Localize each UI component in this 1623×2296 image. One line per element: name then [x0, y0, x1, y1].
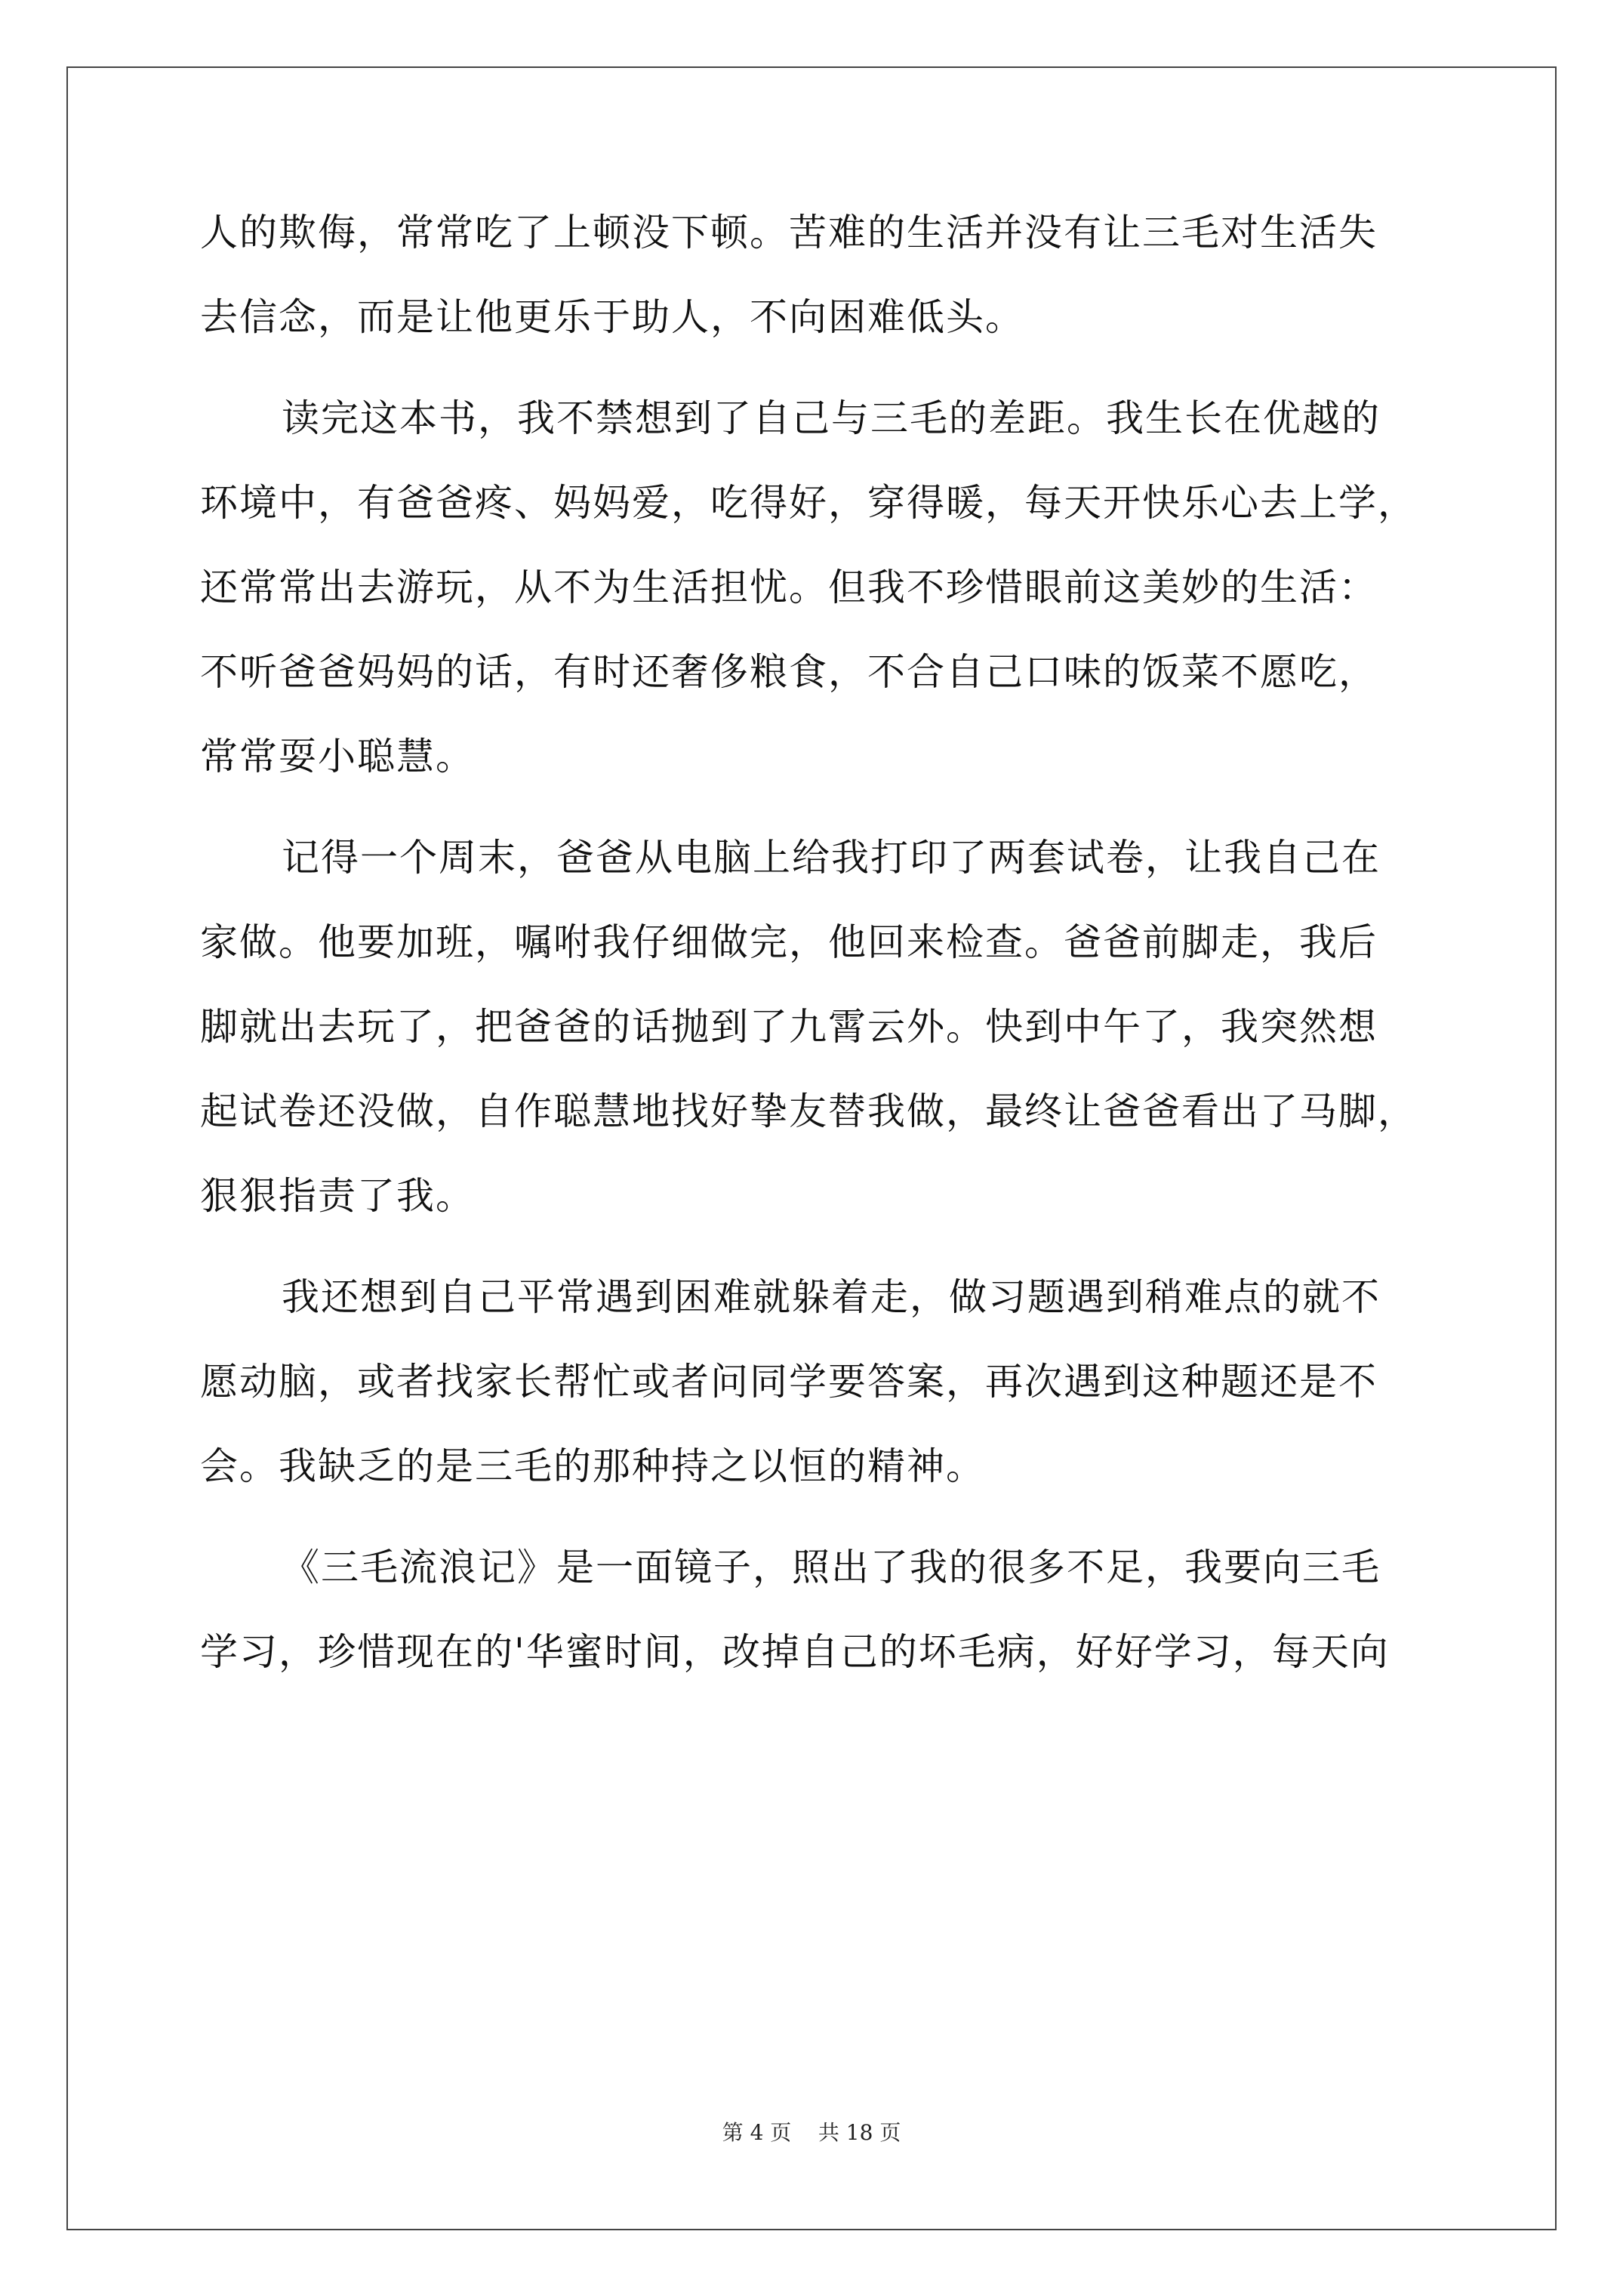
page-number: 第 4 页 共 18 页: [722, 2120, 901, 2145]
text-line: 起试卷还没做，自作聪慧地找好挚友替我做，最终让爸爸看出了马脚，: [200, 1089, 1417, 1133]
text-line: 脚就出去玩了，把爸爸的话抛到了九霄云外。快到中午了，我突然想: [200, 1005, 1378, 1049]
text-line: 去信念，而是让他更乐于助人，不向困难低头。: [200, 295, 1024, 339]
paragraph-start-line: 读完这本书，我不禁想到了自己与三毛的差距。我生长在优越的: [282, 396, 1381, 440]
page-footer: [0, 2120, 1623, 2146]
text-line: 愿动脑，或者找家长帮忙或者问同学要答案，再次遇到这种题还是不: [200, 1360, 1378, 1404]
text-line: 不听爸爸妈妈的话，有时还奢侈粮食，不合自己口味的饭菜不愿吃，: [200, 650, 1378, 694]
paragraph-start-line: 记得一个周末，爸爸从电脑上给我打印了两套试卷，让我自己在: [282, 836, 1381, 880]
text-line: 还常常出去游玩，从不为生活担忧。但我不珍惜眼前这美妙的生活：: [200, 566, 1378, 609]
text-line: 狠狠指责了我。: [200, 1174, 475, 1218]
text-line: 家做。他要加班，嘱咐我仔细做完，他回来检查。爸爸前脚走，我后: [200, 920, 1378, 964]
paragraph-start-line: 我还想到自己平常遇到困难就躲着走，做习题遇到稍难点的就不: [282, 1275, 1381, 1319]
text-line: 学习，珍惜现在的'华蜜时间，改掉自己的坏毛病，好好学习，每天向: [200, 1630, 1390, 1674]
text-line: 环境中，有爸爸疼、妈妈爱，吃得好，穿得暖，每天开快乐心去上学，: [200, 481, 1417, 525]
text-line: 会。我缺乏的是三毛的那种持之以恒的精神。: [200, 1444, 985, 1488]
text-line: 常常耍小聪慧。: [200, 735, 475, 778]
page-border: [66, 66, 1557, 2230]
text-line: 人的欺侮，常常吃了上顿没下顿。苦难的生活并没有让三毛对生活失: [200, 211, 1378, 254]
paragraph-start-line: 《三毛流浪记》是一面镜子，照出了我的很多不足，我要向三毛: [282, 1546, 1381, 1589]
